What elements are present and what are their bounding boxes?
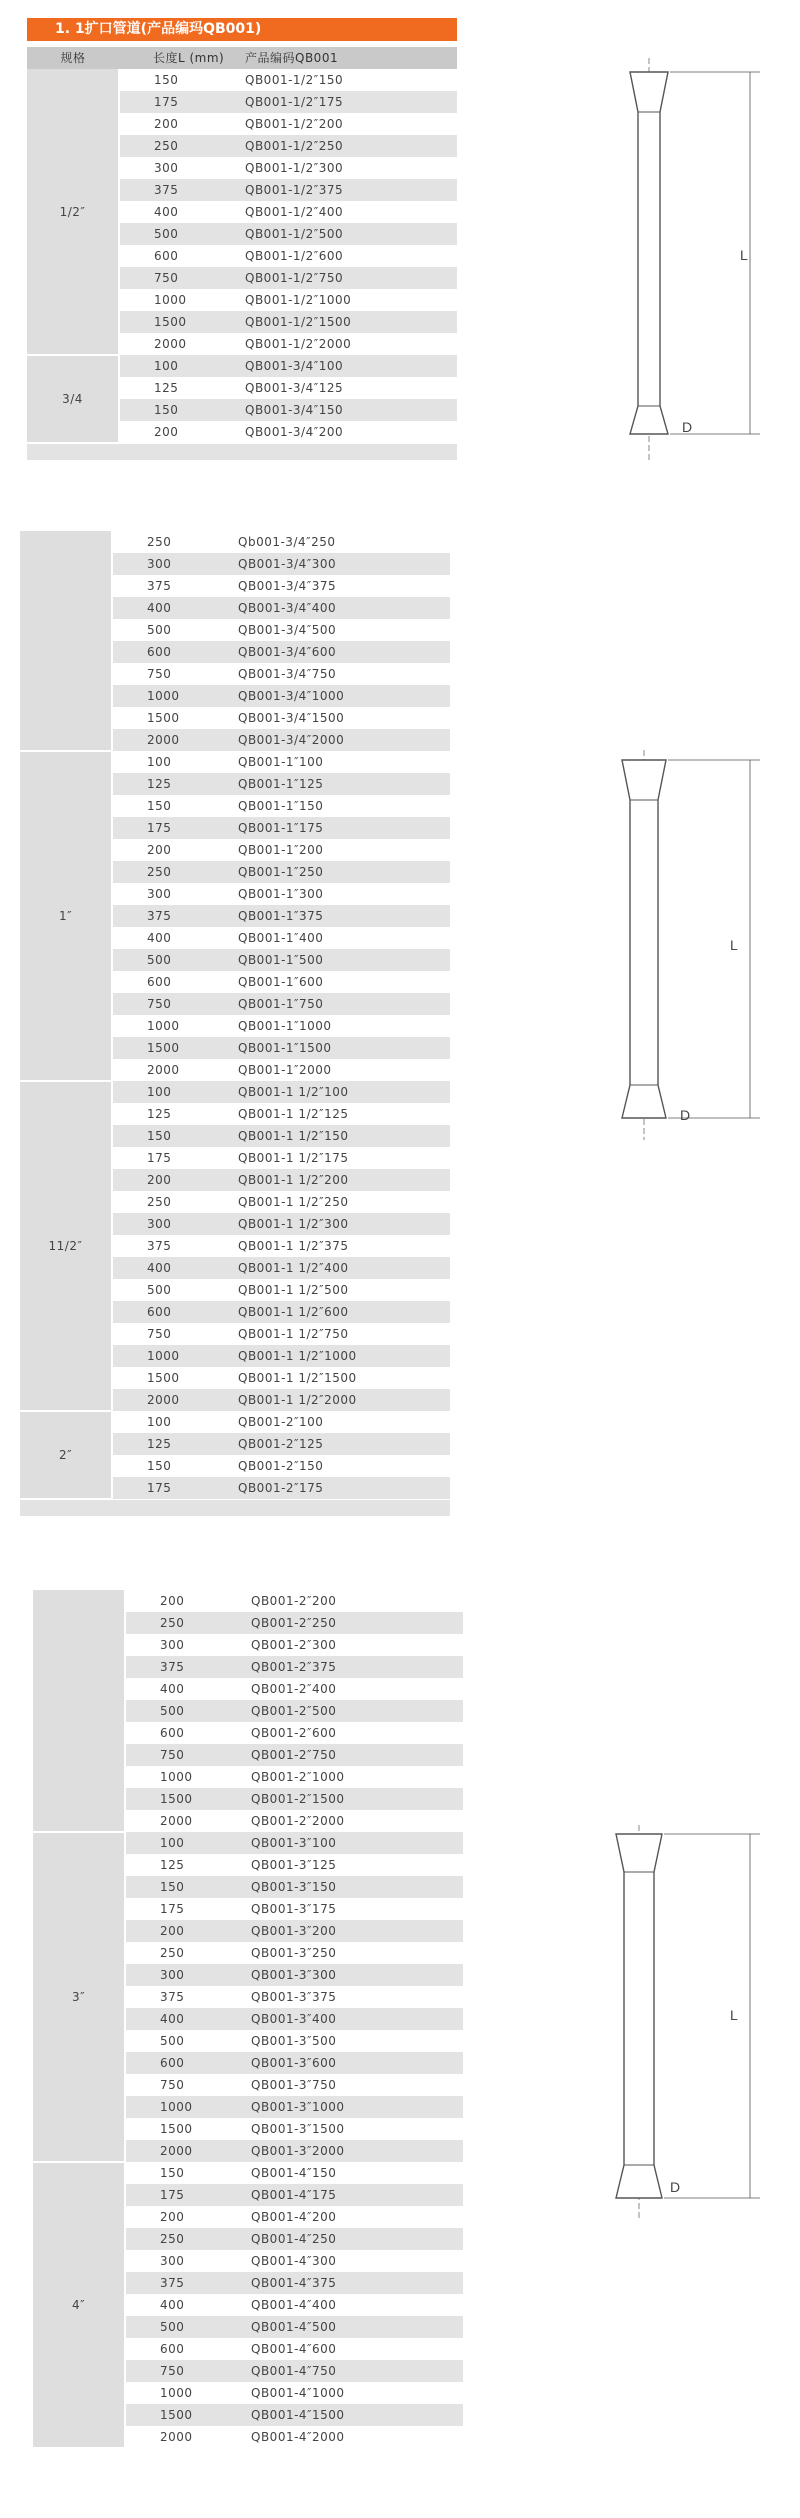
length-cell: 150 [112, 795, 238, 817]
code-cell: QB001-1″1000 [238, 1015, 450, 1037]
code-cell: QB001-1″2000 [238, 1059, 450, 1081]
code-cell: QB001-1″300 [238, 883, 450, 905]
code-cell: QB001-1 1/2″2000 [238, 1389, 450, 1411]
code-cell: QB001-2″300 [251, 1634, 463, 1656]
length-cell: 1000 [125, 2096, 251, 2118]
length-cell: 125 [112, 773, 238, 795]
code-cell: QB001-3/4″300 [238, 553, 450, 575]
spec-cell: 11/2″ [20, 1081, 112, 1411]
length-cell: 300 [112, 883, 238, 905]
code-cell: QB001-4″150 [251, 2162, 463, 2184]
code-cell: QB001-3″1000 [251, 2096, 463, 2118]
code-cell: QB001-4″200 [251, 2206, 463, 2228]
code-cell: QB001-1/2″2000 [245, 333, 457, 355]
diameter-label: D [670, 2179, 681, 2195]
code-cell: QB001-1 1/2″250 [238, 1191, 450, 1213]
length-label: L [730, 937, 738, 953]
length-cell: 100 [119, 355, 245, 377]
length-cell: 2000 [125, 1810, 251, 1832]
table-row [20, 1411, 450, 1433]
code-cell: QB001-2″200 [251, 1590, 463, 1612]
length-cell: 1000 [112, 1015, 238, 1037]
table-empty-row [20, 1499, 450, 1516]
spec-cell: 1″ [20, 751, 112, 1081]
table-row [20, 751, 450, 773]
code-cell: QB001-4″300 [251, 2250, 463, 2272]
code-cell: QB001-1 1/2″175 [238, 1147, 450, 1169]
code-cell: QB001-1 1/2″1500 [238, 1367, 450, 1389]
code-cell: QB001-4″600 [251, 2338, 463, 2360]
spec-cell: 3″ [33, 1832, 125, 2162]
code-cell: QB001-4″750 [251, 2360, 463, 2382]
length-cell: 600 [125, 2052, 251, 2074]
code-cell: QB001-4″500 [251, 2316, 463, 2338]
code-cell: QB001-2″1000 [251, 1766, 463, 1788]
length-cell: 100 [125, 1832, 251, 1854]
length-cell: 200 [119, 113, 245, 135]
product-table-1 [27, 47, 457, 460]
length-cell: 150 [125, 2162, 251, 2184]
length-cell: 250 [112, 861, 238, 883]
length-cell: 1000 [112, 685, 238, 707]
code-cell: QB001-2″100 [238, 1411, 450, 1433]
length-cell: 500 [112, 619, 238, 641]
diameter-label: D [680, 1107, 691, 1123]
code-cell: QB001-1 1/2″200 [238, 1169, 450, 1191]
length-cell: 150 [112, 1125, 238, 1147]
length-cell: 2000 [119, 333, 245, 355]
table-header-row [27, 47, 457, 69]
length-cell: 125 [119, 377, 245, 399]
table-row [33, 2162, 463, 2184]
length-cell: 400 [112, 597, 238, 619]
length-cell: 750 [119, 267, 245, 289]
code-cell: QB001-2″250 [251, 1612, 463, 1634]
code-cell: QB001-4″1500 [251, 2404, 463, 2426]
code-cell: QB001-3″600 [251, 2052, 463, 2074]
length-cell: 300 [112, 553, 238, 575]
flared-pipe-diagram-2 [590, 740, 780, 1150]
code-cell: QB001-2″2000 [251, 1810, 463, 1832]
length-cell: 375 [125, 1656, 251, 1678]
length-cell: 250 [112, 531, 238, 553]
code-cell: QB001-2″750 [251, 1744, 463, 1766]
code-cell: QB001-1 1/2″750 [238, 1323, 450, 1345]
code-cell: QB001-2″600 [251, 1722, 463, 1744]
length-cell: 200 [125, 1920, 251, 1942]
code-cell: QB001-1/2″500 [245, 223, 457, 245]
code-cell: QB001-3″125 [251, 1854, 463, 1876]
length-cell: 750 [125, 1744, 251, 1766]
length-cell: 300 [125, 1634, 251, 1656]
length-cell: 300 [119, 157, 245, 179]
code-cell: QB001-3″1500 [251, 2118, 463, 2140]
code-cell: QB001-3/4″750 [238, 663, 450, 685]
length-cell: 500 [112, 1279, 238, 1301]
code-cell: QB001-2″175 [238, 1477, 450, 1499]
spec-cell: 2″ [20, 1411, 112, 1499]
code-cell: QB001-3/4″100 [245, 355, 457, 377]
spec-cell [20, 531, 112, 751]
code-cell: QB001-1 1/2″100 [238, 1081, 450, 1103]
spec-cell [33, 1590, 125, 1832]
code-cell: QB001-2″500 [251, 1700, 463, 1722]
code-cell: QB001-1/2″150 [245, 69, 457, 91]
length-cell: 200 [112, 1169, 238, 1191]
code-cell: QB001-3/4″500 [238, 619, 450, 641]
code-cell: QB001-3″150 [251, 1876, 463, 1898]
code-cell: QB001-3″100 [251, 1832, 463, 1854]
length-cell: 375 [112, 575, 238, 597]
code-cell: QB001-1/2″375 [245, 179, 457, 201]
code-cell: QB001-1″750 [238, 993, 450, 1015]
code-cell: QB001-3/4″375 [238, 575, 450, 597]
empty-cell [27, 443, 457, 460]
length-cell: 1000 [125, 1766, 251, 1788]
table-row [27, 69, 457, 91]
length-cell: 375 [125, 2272, 251, 2294]
length-cell: 175 [125, 1898, 251, 1920]
length-cell: 175 [112, 817, 238, 839]
code-cell: QB001-1″200 [238, 839, 450, 861]
code-cell: QB001-3″2000 [251, 2140, 463, 2162]
length-cell: 300 [125, 2250, 251, 2272]
header-length: 长度L (mm) [119, 47, 245, 69]
length-cell: 1000 [112, 1345, 238, 1367]
length-cell: 1500 [112, 1367, 238, 1389]
code-cell: QB001-3/4″2000 [238, 729, 450, 751]
length-cell: 750 [112, 993, 238, 1015]
code-cell: QB001-1″500 [238, 949, 450, 971]
code-cell: QB001-3″250 [251, 1942, 463, 1964]
length-cell: 600 [125, 1722, 251, 1744]
length-cell: 750 [125, 2360, 251, 2382]
table-row [33, 1832, 463, 1854]
code-cell: QB001-1/2″175 [245, 91, 457, 113]
length-cell: 500 [119, 223, 245, 245]
length-cell: 300 [125, 1964, 251, 1986]
empty-cell [20, 1499, 450, 1516]
length-cell: 2000 [112, 729, 238, 751]
code-cell: QB001-1″175 [238, 817, 450, 839]
length-cell: 175 [112, 1147, 238, 1169]
code-cell: QB001-1 1/2″600 [238, 1301, 450, 1323]
length-cell: 750 [125, 2074, 251, 2096]
length-cell: 175 [119, 91, 245, 113]
length-cell: 2000 [112, 1389, 238, 1411]
length-cell: 2000 [125, 2140, 251, 2162]
code-cell: QB001-3″375 [251, 1986, 463, 2008]
code-cell: QB001-1/2″600 [245, 245, 457, 267]
code-cell: QB001-1″600 [238, 971, 450, 993]
code-cell: QB001-1/2″1500 [245, 311, 457, 333]
length-cell: 500 [125, 2316, 251, 2338]
code-cell: QB001-1″150 [238, 795, 450, 817]
code-cell: QB001-3″175 [251, 1898, 463, 1920]
length-cell: 250 [125, 1942, 251, 1964]
code-cell: QB001-4″375 [251, 2272, 463, 2294]
length-cell: 375 [112, 1235, 238, 1257]
code-cell: QB001-1″375 [238, 905, 450, 927]
length-cell: 750 [112, 663, 238, 685]
length-cell: 1500 [119, 311, 245, 333]
length-cell: 500 [125, 1700, 251, 1722]
length-cell: 375 [125, 1986, 251, 2008]
code-cell: QB001-3/4″1500 [238, 707, 450, 729]
length-cell: 600 [125, 2338, 251, 2360]
length-cell: 400 [125, 2008, 251, 2030]
code-cell: QB001-3/4″600 [238, 641, 450, 663]
code-cell: QB001-1 1/2″300 [238, 1213, 450, 1235]
table-empty-row [27, 443, 457, 460]
code-cell: QB001-4″250 [251, 2228, 463, 2250]
length-label: L [740, 247, 748, 263]
length-cell: 125 [112, 1433, 238, 1455]
length-cell: 250 [125, 1612, 251, 1634]
length-cell: 400 [125, 1678, 251, 1700]
code-cell: QB001-1/2″750 [245, 267, 457, 289]
length-cell: 375 [112, 905, 238, 927]
code-cell: QB001-1″250 [238, 861, 450, 883]
code-cell: QB001-3/4″125 [245, 377, 457, 399]
length-cell: 600 [112, 1301, 238, 1323]
code-cell: QB001-1/2″200 [245, 113, 457, 135]
length-cell: 400 [125, 2294, 251, 2316]
length-cell: 500 [112, 949, 238, 971]
code-cell: QB001-1/2″1000 [245, 289, 457, 311]
length-label: L [730, 2007, 738, 2023]
length-cell: 375 [119, 179, 245, 201]
code-cell: QB001-3/4″400 [238, 597, 450, 619]
flared-pipe-diagram-1 [600, 50, 780, 470]
table-row [20, 1081, 450, 1103]
length-cell: 600 [112, 971, 238, 993]
length-cell: 1000 [119, 289, 245, 311]
length-cell: 2000 [112, 1059, 238, 1081]
code-cell: QB001-2″1500 [251, 1788, 463, 1810]
code-cell: QB001-1/2″400 [245, 201, 457, 223]
code-cell: QB001-1 1/2″1000 [238, 1345, 450, 1367]
length-cell: 1500 [125, 2404, 251, 2426]
length-cell: 1500 [112, 1037, 238, 1059]
length-cell: 1500 [125, 2118, 251, 2140]
code-cell: Qb001-3/4″250 [238, 531, 450, 553]
length-cell: 125 [112, 1103, 238, 1125]
code-cell: QB001-1″125 [238, 773, 450, 795]
length-cell: 600 [112, 641, 238, 663]
code-cell: QB001-4″1000 [251, 2382, 463, 2404]
length-cell: 100 [112, 751, 238, 773]
length-cell: 100 [112, 1081, 238, 1103]
header-code: 产品编码QB001 [245, 47, 457, 69]
length-cell: 150 [112, 1455, 238, 1477]
length-cell: 100 [112, 1411, 238, 1433]
code-cell: QB001-1 1/2″125 [238, 1103, 450, 1125]
length-cell: 250 [125, 2228, 251, 2250]
code-cell: QB001-3″750 [251, 2074, 463, 2096]
table-row [27, 355, 457, 377]
length-cell: 200 [112, 839, 238, 861]
code-cell: QB001-3″200 [251, 1920, 463, 1942]
code-cell: QB001-1″100 [238, 751, 450, 773]
length-cell: 1500 [125, 1788, 251, 1810]
length-cell: 400 [112, 927, 238, 949]
code-cell: QB001-1/2″250 [245, 135, 457, 157]
code-cell: QB001-2″125 [238, 1433, 450, 1455]
length-cell: 250 [119, 135, 245, 157]
length-cell: 1000 [125, 2382, 251, 2404]
code-cell: QB001-3″500 [251, 2030, 463, 2052]
length-cell: 500 [125, 2030, 251, 2052]
code-cell: QB001-1 1/2″400 [238, 1257, 450, 1279]
code-cell: QB001-1/2″300 [245, 157, 457, 179]
code-cell: QB001-3/4″1000 [238, 685, 450, 707]
table-row [20, 531, 450, 553]
code-cell: QB001-2″150 [238, 1455, 450, 1477]
code-cell: QB001-2″400 [251, 1678, 463, 1700]
length-cell: 250 [112, 1191, 238, 1213]
code-cell: QB001-2″375 [251, 1656, 463, 1678]
code-cell: QB001-1 1/2″150 [238, 1125, 450, 1147]
code-cell: QB001-3″300 [251, 1964, 463, 1986]
length-cell: 150 [125, 1876, 251, 1898]
code-cell: QB001-3/4″150 [245, 399, 457, 421]
length-cell: 400 [119, 201, 245, 223]
length-cell: 600 [119, 245, 245, 267]
product-table-2 [20, 531, 450, 1516]
length-cell: 200 [125, 2206, 251, 2228]
table-row [33, 1590, 463, 1612]
length-cell: 1500 [112, 707, 238, 729]
code-cell: QB001-4″2000 [251, 2426, 463, 2448]
length-cell: 175 [112, 1477, 238, 1499]
code-cell: QB001-3/4″200 [245, 421, 457, 443]
length-cell: 150 [119, 69, 245, 91]
code-cell: QB001-4″400 [251, 2294, 463, 2316]
length-cell: 400 [112, 1257, 238, 1279]
diameter-label: D [682, 419, 693, 435]
length-cell: 2000 [125, 2426, 251, 2448]
code-cell: QB001-1 1/2″375 [238, 1235, 450, 1257]
code-cell: QB001-1″400 [238, 927, 450, 949]
flared-pipe-diagram-3 [580, 1820, 780, 2230]
code-cell: QB001-3″400 [251, 2008, 463, 2030]
product-table-3 [33, 1590, 464, 2449]
length-cell: 150 [119, 399, 245, 421]
length-cell: 125 [125, 1854, 251, 1876]
spec-cell: 3/4 [27, 355, 119, 443]
section-title: 1. 1扩口管道(产品编玛QB001) [27, 18, 457, 41]
length-cell: 750 [112, 1323, 238, 1345]
code-cell: QB001-4″175 [251, 2184, 463, 2206]
header-spec: 规格 [27, 47, 119, 69]
spec-cell: 4″ [33, 2162, 125, 2448]
length-cell: 300 [112, 1213, 238, 1235]
length-cell: 200 [119, 421, 245, 443]
code-cell: QB001-1″1500 [238, 1037, 450, 1059]
length-cell: 175 [125, 2184, 251, 2206]
length-cell: 200 [125, 1590, 251, 1612]
code-cell: QB001-1 1/2″500 [238, 1279, 450, 1301]
spec-cell: 1/2″ [27, 69, 119, 355]
